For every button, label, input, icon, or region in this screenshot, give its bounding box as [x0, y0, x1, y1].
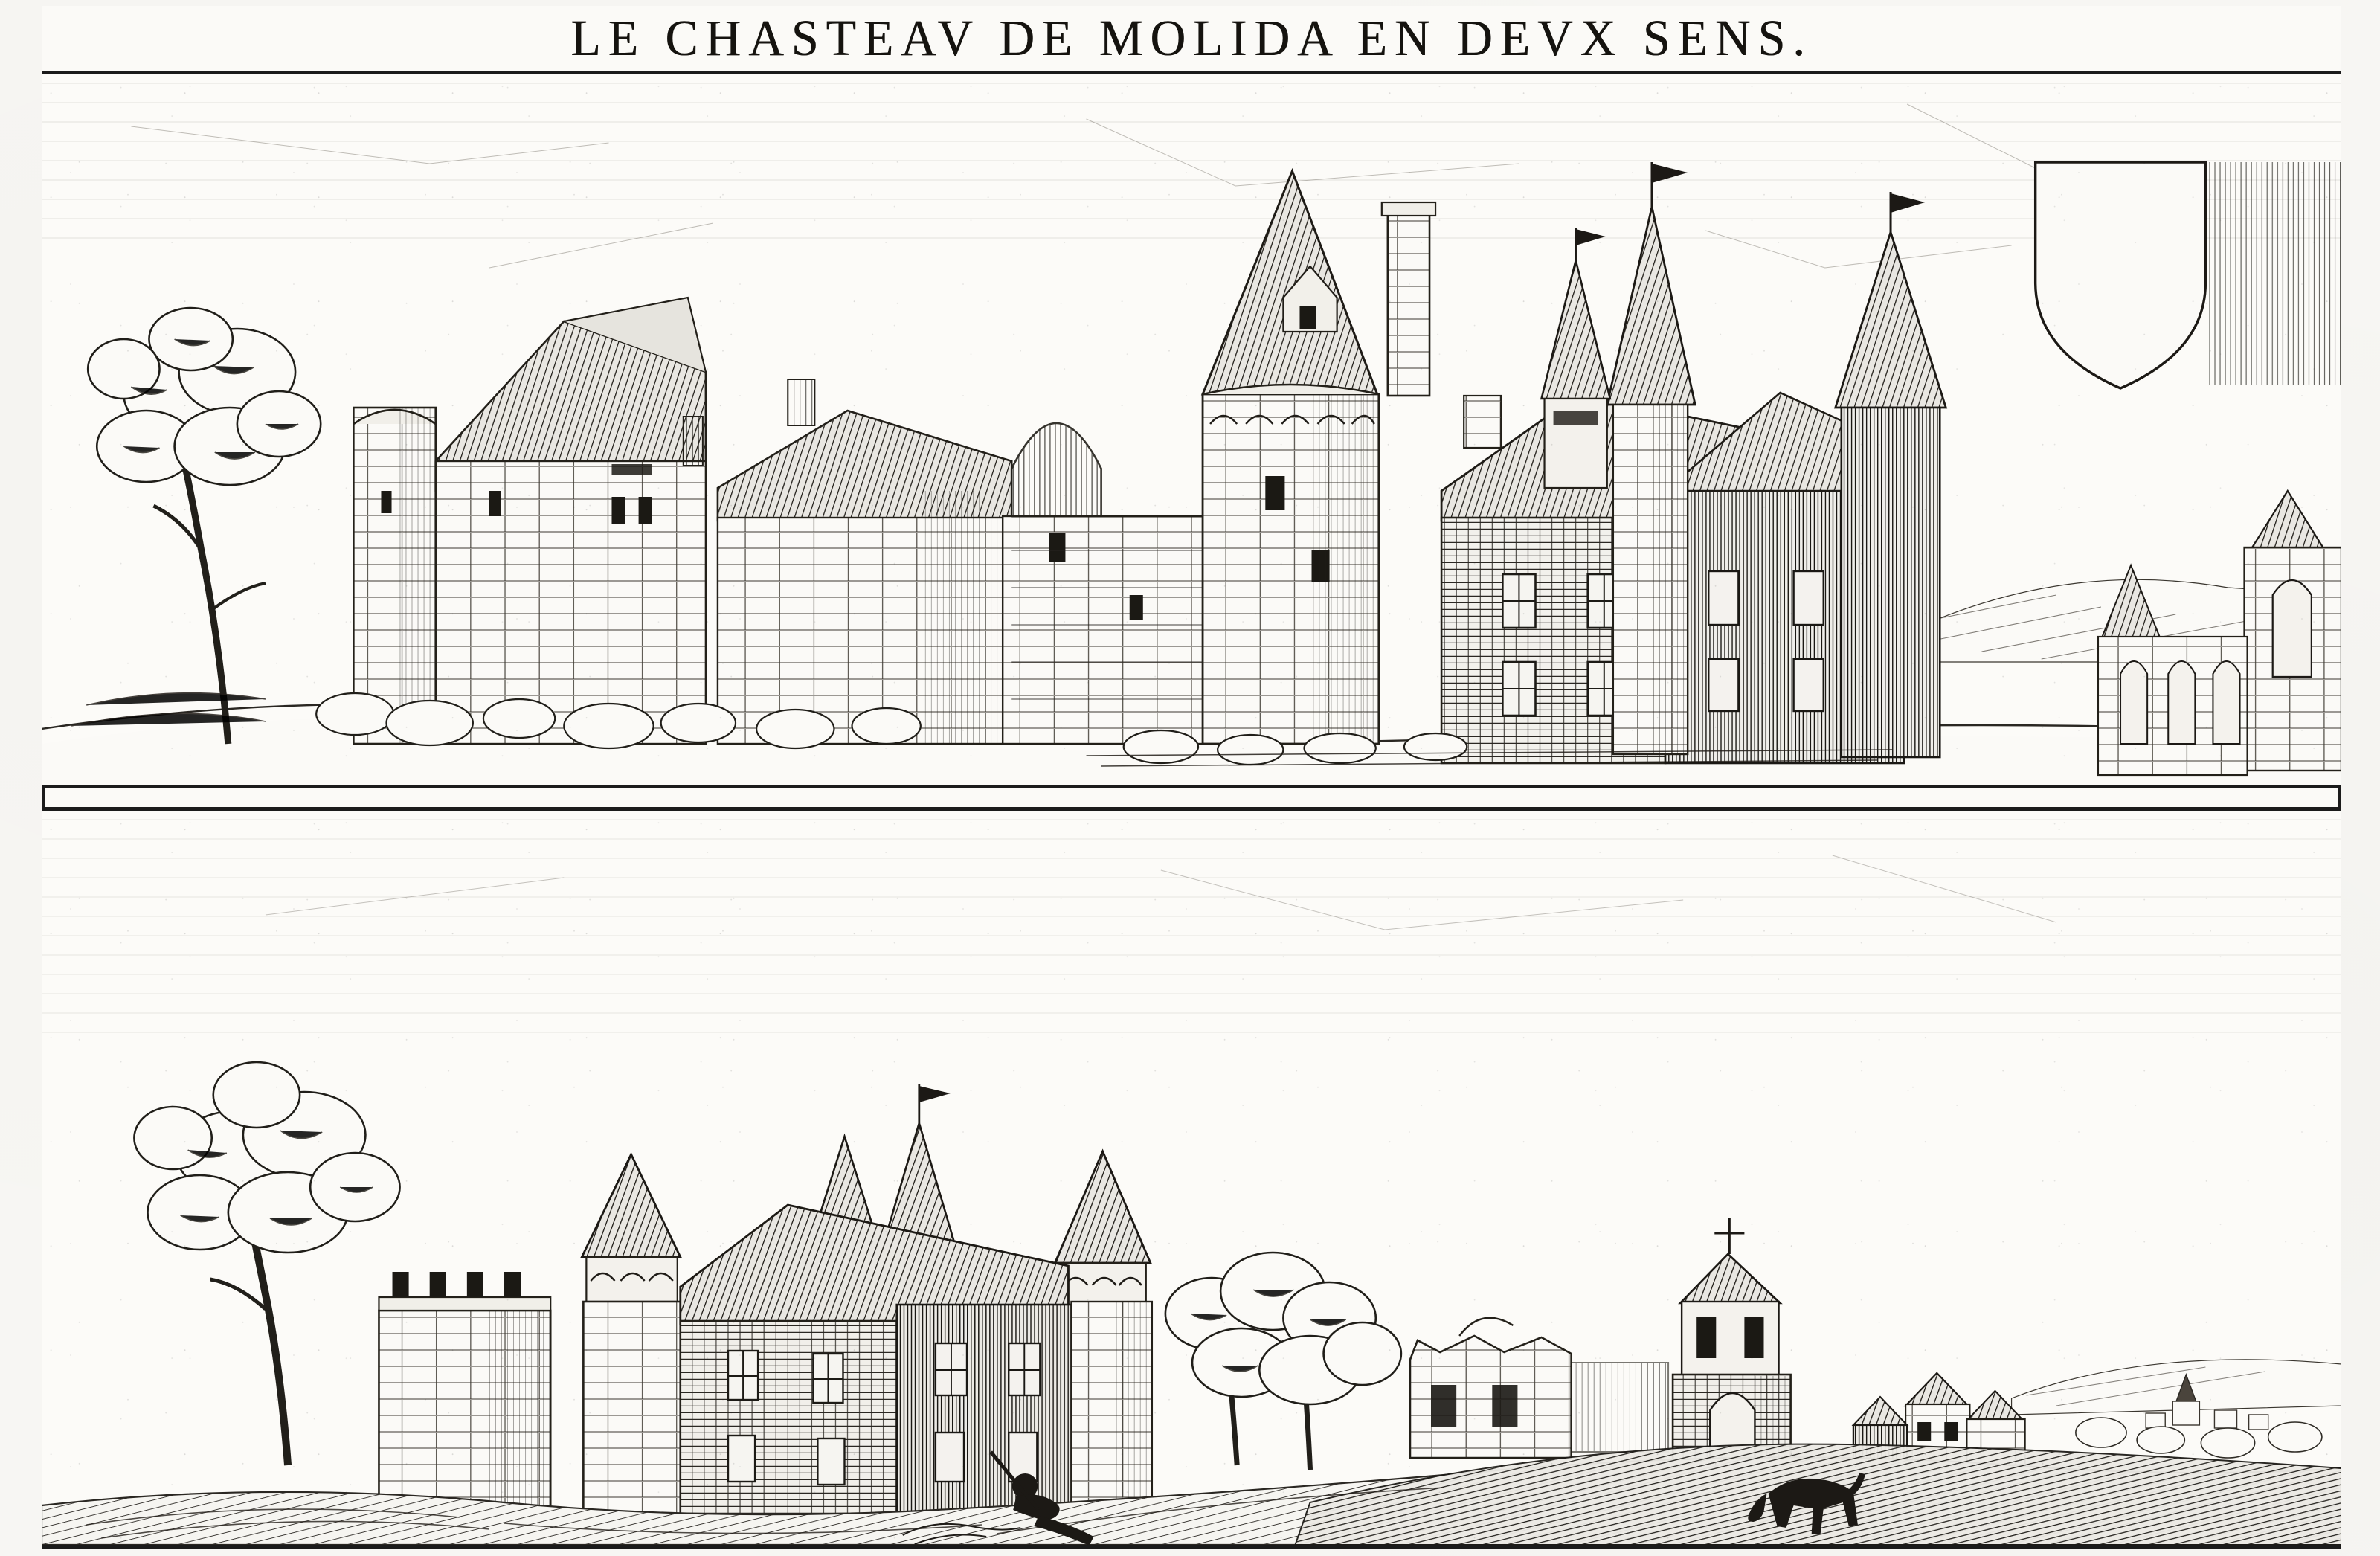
title-band [42, 6, 2341, 74]
page-title: LE CHASTEAV DE MOLIDA EN DEVX SENS. [570, 10, 1813, 66]
lower-view-engraving [42, 811, 2341, 1545]
panel-lower-view [42, 807, 2341, 1545]
panel-upper-view [42, 74, 2341, 788]
curtain-wall [379, 1272, 550, 1532]
upper-view-engraving [42, 74, 2341, 785]
